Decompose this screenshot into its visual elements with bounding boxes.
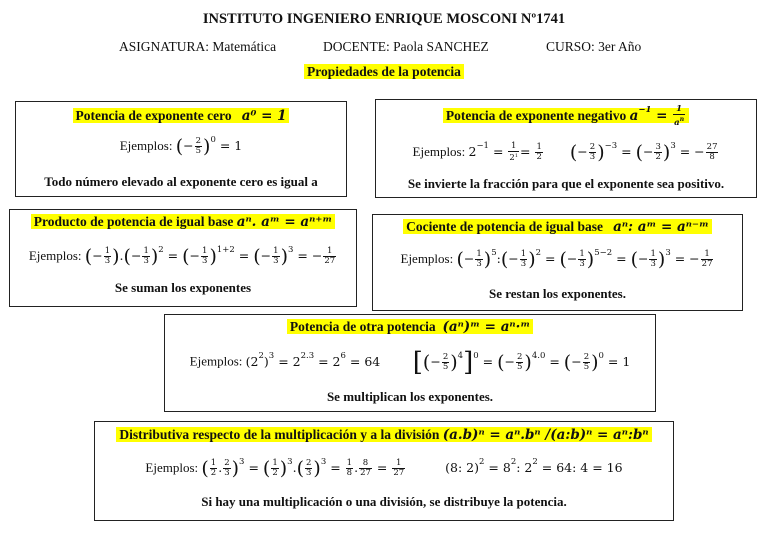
card-formula: aⁿ. aᵐ = aⁿ⁺ᵐ: [236, 214, 333, 230]
examples-row: Ejemplos: (− $\frac{2}{5}$ )$^0$ = 1: [119, 135, 243, 158]
card-formula: (a.b)ⁿ = aⁿ.bⁿ /(a:b)ⁿ = aⁿ:bⁿ: [442, 427, 649, 443]
card-quotient-same-base: [372, 214, 743, 311]
card-power-of-power: [164, 314, 656, 412]
card-title: Potencia de otra potencia (aⁿ)ᵐ = aⁿ·ᵐ: [287, 319, 533, 334]
examples-row: Ejemplos: (− $\frac{1}{3}$ ).(− $\frac{1}{3}$ )$^2$ = (− $\frac{1}{3}$ )$^{1+2}$ = (− $\frac{1}{3}$ )$^3$ = − $\frac{1}{27}$: [28, 245, 336, 268]
rule-text: Se multiplican los exponentes.: [326, 389, 494, 404]
card-formula: a⁰ = 1: [241, 108, 287, 124]
rule-text: Se suman los exponentes: [114, 280, 252, 295]
examples-row: Ejemplos: ( $\frac{1}{2}$ . $\frac{2}{3}$ )$^3$ = ( $\frac{1}{2}$ )$^3$.( $\frac{2}{3}$ )$^3$ = $\frac{1}{8}$ . $\frac{8}{27}$ = $\frac{1}{27}$ (8: $2)^2 = 8^2$: $2^2 = 64$: 4 = 16: [145, 457, 623, 480]
examples-label: Ejemplos:: [28, 248, 82, 263]
rule-text: Si hay una multiplicación o una división, se distribuye la potencia.: [201, 494, 567, 509]
examples-label: Ejemplos:: [119, 138, 173, 153]
card-negative-exponent: [375, 99, 757, 198]
course-label: CURSO: 3er Año: [546, 39, 642, 54]
examples-row: Ejemplos: $(2^2)^3 = 2^{2.3} = 2^6 = 64$ [(− $\frac{2}{5}$ )$^4$]$^0$ = (− $\frac{2}{5}$ )$^{4.0}$ = (− $\frac{2}{5}$ )$^0$ = 1: [189, 347, 631, 377]
rule-text: Se invierte la fracción para que el exponente sea positivo.: [407, 176, 725, 191]
examples-label: Ejemplos:: [145, 460, 199, 475]
card-title: Producto de potencia de igual base aⁿ. aᵐ = aⁿ⁺ᵐ: [31, 214, 336, 229]
card-title: Potencia de exponente cero a⁰ = 1: [73, 108, 290, 123]
examples-label: Ejemplos:: [412, 144, 466, 159]
school-title: INSTITUTO INGENIERO ENRIQUE MOSCONI Nº1741: [202, 11, 566, 27]
teacher-label: DOCENTE: Paola SANCHEZ: [323, 39, 489, 54]
topic-title: Propiedades de la potencia: [304, 64, 464, 79]
card-title: Potencia de exponente negativo $a^{-1}$ = $\frac{1}{a^n}$: [443, 108, 689, 123]
examples-row: Ejemplos: $2^{-1}$ = $\frac{1}{2^1}$ = $\frac{1}{2}$ (− $\frac{2}{3}$ )$^{-3}$ = (− $\frac{3}{2}$ )$^3$ = − $\frac{27}{8}$: [412, 141, 718, 164]
card-product-same-base: [9, 209, 357, 307]
rule-text: Todo número elevado al exponente cero es igual a: [44, 174, 318, 189]
card-title: Cociente de potencia de igual base aⁿ: aᵐ = aⁿ⁻ᵐ: [403, 219, 712, 234]
card-zero-exponent: [15, 101, 347, 197]
card-formula: aⁿ: aᵐ = aⁿ⁻ᵐ: [613, 219, 709, 235]
examples-label: Ejemplos:: [189, 353, 243, 369]
card-distributive: [94, 421, 674, 521]
card-title: Distributiva respecto de la multiplicación y a la división (a.b)ⁿ = aⁿ.bⁿ /(a:b)ⁿ = aⁿ:bⁿ: [116, 427, 651, 442]
examples-row: Ejemplos: (− $\frac{1}{3}$ )$^5$:(− $\frac{1}{3}$ )$^2$ = (− $\frac{1}{3}$ )$^{5-2}$ = (− $\frac{1}{3}$ )$^3$ = − $\frac{1}{27}$: [400, 248, 713, 271]
subject-label: ASIGNATURA: Matemática: [119, 39, 277, 54]
rule-text: Se restan los exponentes.: [489, 286, 626, 301]
card-formula: (aⁿ)ᵐ = aⁿ·ᵐ: [442, 319, 531, 335]
examples-label: Ejemplos:: [400, 251, 454, 266]
card-formula: $a^{-1}$ = $\frac{1}{a^n}$: [629, 104, 685, 128]
